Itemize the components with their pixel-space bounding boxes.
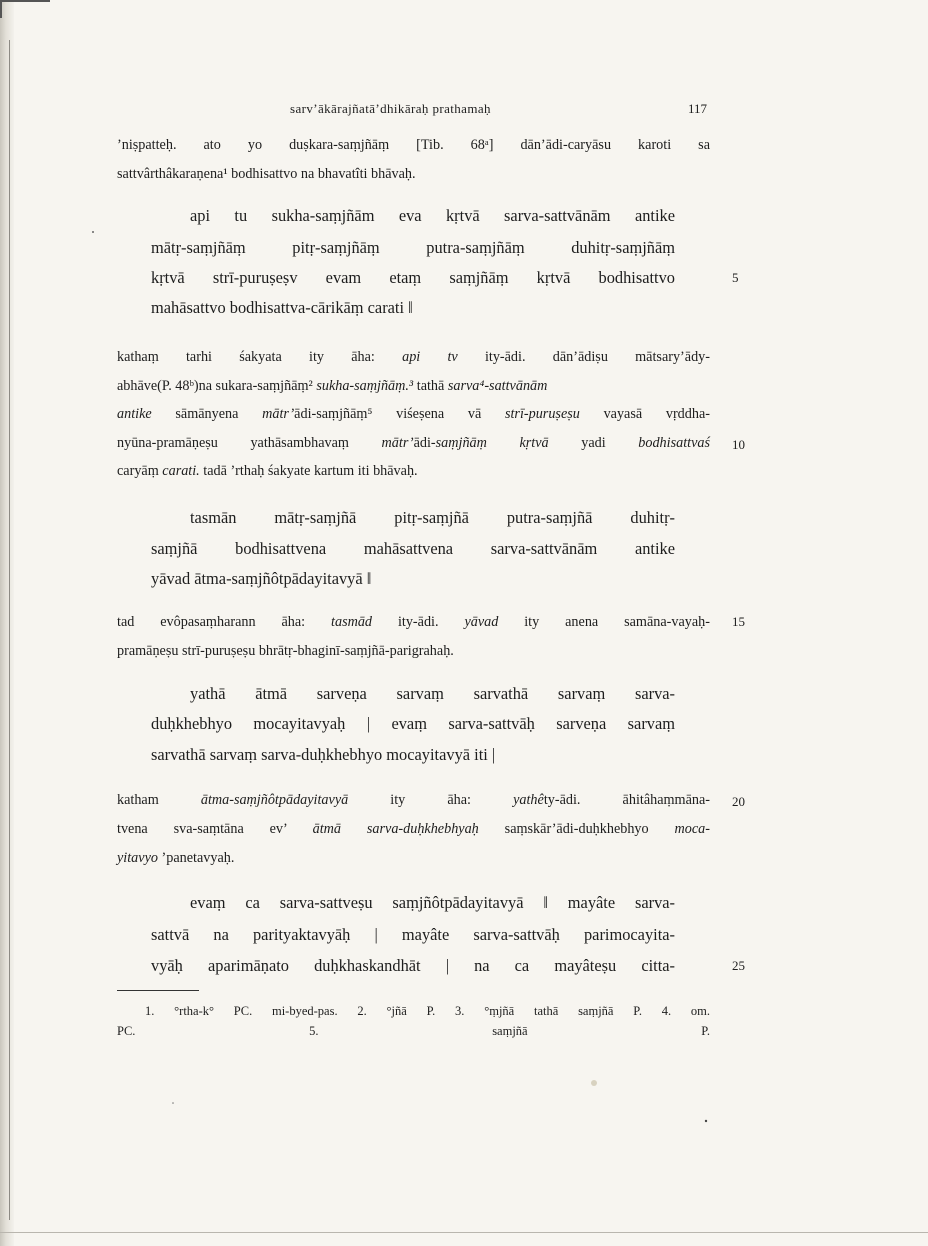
verse-line: evaṃ ca sarva-sattveṣu saṃjñôtpādayitavyā ‖ mayâte sarva- (190, 893, 675, 912)
speck (172, 1102, 174, 1104)
lemma-segment: yāvad (464, 614, 499, 630)
lemma-segment: moca- (674, 821, 710, 837)
text-segment: nyūna-pramāṇeṣu yathāsambhavaṃ (117, 435, 382, 451)
text-segment: tad evôpasaṃharann āha: (117, 614, 332, 630)
text-segment: ity-ādi. (372, 614, 465, 630)
verse-line: tasmān mātṛ-saṃjñā pitṛ-saṃjñā putra-saṃjñā duhitṛ- (190, 508, 675, 527)
text-segment: vayasā vṛddha- (579, 406, 710, 422)
lemma-segment: tasmād (331, 614, 373, 630)
text-segment: sāmānyena (151, 406, 263, 422)
lemma-segment: strī-puruṣeṣu (504, 406, 580, 422)
commentary-line: sattvârthâkaraṇena¹ bodhisattvo na bhavatîti bhāvaḥ. (117, 166, 416, 182)
text-segment: tathā (413, 378, 448, 394)
text-segment: ādi- (413, 435, 436, 451)
footnote-line: PC. 5. saṃjñā P. (117, 1024, 710, 1038)
verse-line: yathā ātmā sarveṇa sarvaṃ sarvathā sarvaṃ sarva- (190, 684, 675, 703)
verse-line: mātṛ-saṃjñāṃ pitṛ-saṃjñāṃ putra-saṃjñāṃ duhitṛ-saṃjñāṃ (151, 238, 675, 257)
lemma-segment: api tv (402, 349, 458, 365)
text-segment: ty-ādi. āhitâhaṃmāna- (543, 792, 710, 808)
text-segment: tvena sva-saṃtāna ev’ (117, 821, 313, 837)
verse-line: sattvā na parityaktavyāḥ | mayâte sarva-sattvāḥ parimocayita- (151, 925, 675, 944)
text-segment: ity āha: (348, 792, 514, 808)
text-segment: ādi-saṃjñāṃ⁵ viśeṣena vā (294, 406, 505, 422)
lemma-segment: saṃjñāṃ kṛtvā (435, 435, 549, 451)
speck (705, 1120, 707, 1122)
lemma-segment: ātma-saṃjñôtpādayitavyā (200, 792, 349, 808)
text-segment: ity-ādi. dān’ādiṣu mātsary’ādy- (457, 349, 710, 365)
lemma-segment: mātr’ (381, 435, 414, 451)
text-segment: kathaṃ tarhi śakyata ity āha: (117, 349, 403, 365)
line-number: 15 (732, 614, 745, 629)
lemma-segment: sukha-saṃjñāṃ.³ (316, 378, 414, 394)
text-segment: abhāve(P. 48ᵇ)na sukara-saṃjñāṃ² (117, 378, 317, 394)
verse-line: duḥkhebhyo mocayitavyaḥ | evaṃ sarva-sattvāḥ sarveṇa sarvaṃ (151, 714, 675, 733)
commentary-line: ’niṣpatteḥ. ato yo duṣkara-saṃjñāṃ [Tib. 68ᵃ] dān’ādi-caryāsu karoti sa (117, 137, 710, 153)
lemma-segment: carati. (162, 463, 200, 479)
line-number: 20 (732, 794, 745, 809)
lemma-segment: bodhisattvaś (638, 435, 710, 451)
lemma-segment: antike (117, 406, 152, 422)
verse-line: yāvad ātma-saṃjñôtpādayitavyā ‖ (151, 569, 372, 588)
page-number: 117 (688, 101, 708, 116)
lemma-segment: ātmā sarva-duḥkhebhyaḥ (312, 821, 479, 837)
text-segment: katham (117, 792, 201, 808)
speck (591, 1080, 597, 1086)
lemma-segment: yitavyo (117, 850, 158, 866)
line-number: 5 (732, 270, 739, 285)
lemma-segment: sarva⁴-sattvānām (447, 378, 548, 394)
verse-line: saṃjñā bodhisattvena mahāsattvena sarva-sattvānām antike (151, 539, 675, 558)
text-segment: yadi (548, 435, 639, 451)
speck (92, 231, 94, 233)
running-head: sarv’ākārajñatā’dhikāraḥ prathamaḥ (290, 101, 491, 116)
verse-line: api tu sukha-saṃjñām eva kṛtvā sarva-sattvānām antike (190, 206, 675, 225)
text-segment: saṃskār’ādi-duḥkhebhyo (478, 821, 675, 837)
text-segment: ity anena samāna-vayaḥ- (498, 614, 710, 630)
text-segment: tadā ’rthaḥ śakyate kartum iti bhāvaḥ. (199, 463, 418, 479)
text-segment: caryāṃ (117, 463, 163, 479)
line-number: 10 (732, 437, 745, 452)
verse-line: mahāsattvo bodhisattva-cārikāṃ carati ‖ (151, 298, 413, 317)
lemma-segment: mātr’ (262, 406, 295, 422)
verse-line: sarvathā sarvaṃ sarva-duḥkhebhyo mocayitavyā iti | (151, 745, 496, 764)
text-segment: ’panetavyaḥ. (157, 850, 235, 866)
footnote-line: 1. °rtha-k° PC. mi-byed-pas. 2. °jñā P. 3. °ṃjñā tathā saṃjñā P. 4. om. (145, 1004, 710, 1018)
verse-line: vyāḥ aparimāṇato duḥkhaskandhāt | na ca mayâteṣu citta- (151, 956, 675, 975)
line-number: 25 (732, 958, 745, 973)
text-segment: pramāṇeṣu strī-puruṣeṣu bhrātṛ-bhaginī-saṃjñā-parigrahaḥ. (117, 643, 454, 659)
lemma-segment: yathê (513, 792, 544, 808)
verse-line: kṛtvā strī-puruṣeṣv evam etaṃ saṃjñāṃ kṛtvā bodhisattvo (151, 268, 675, 287)
